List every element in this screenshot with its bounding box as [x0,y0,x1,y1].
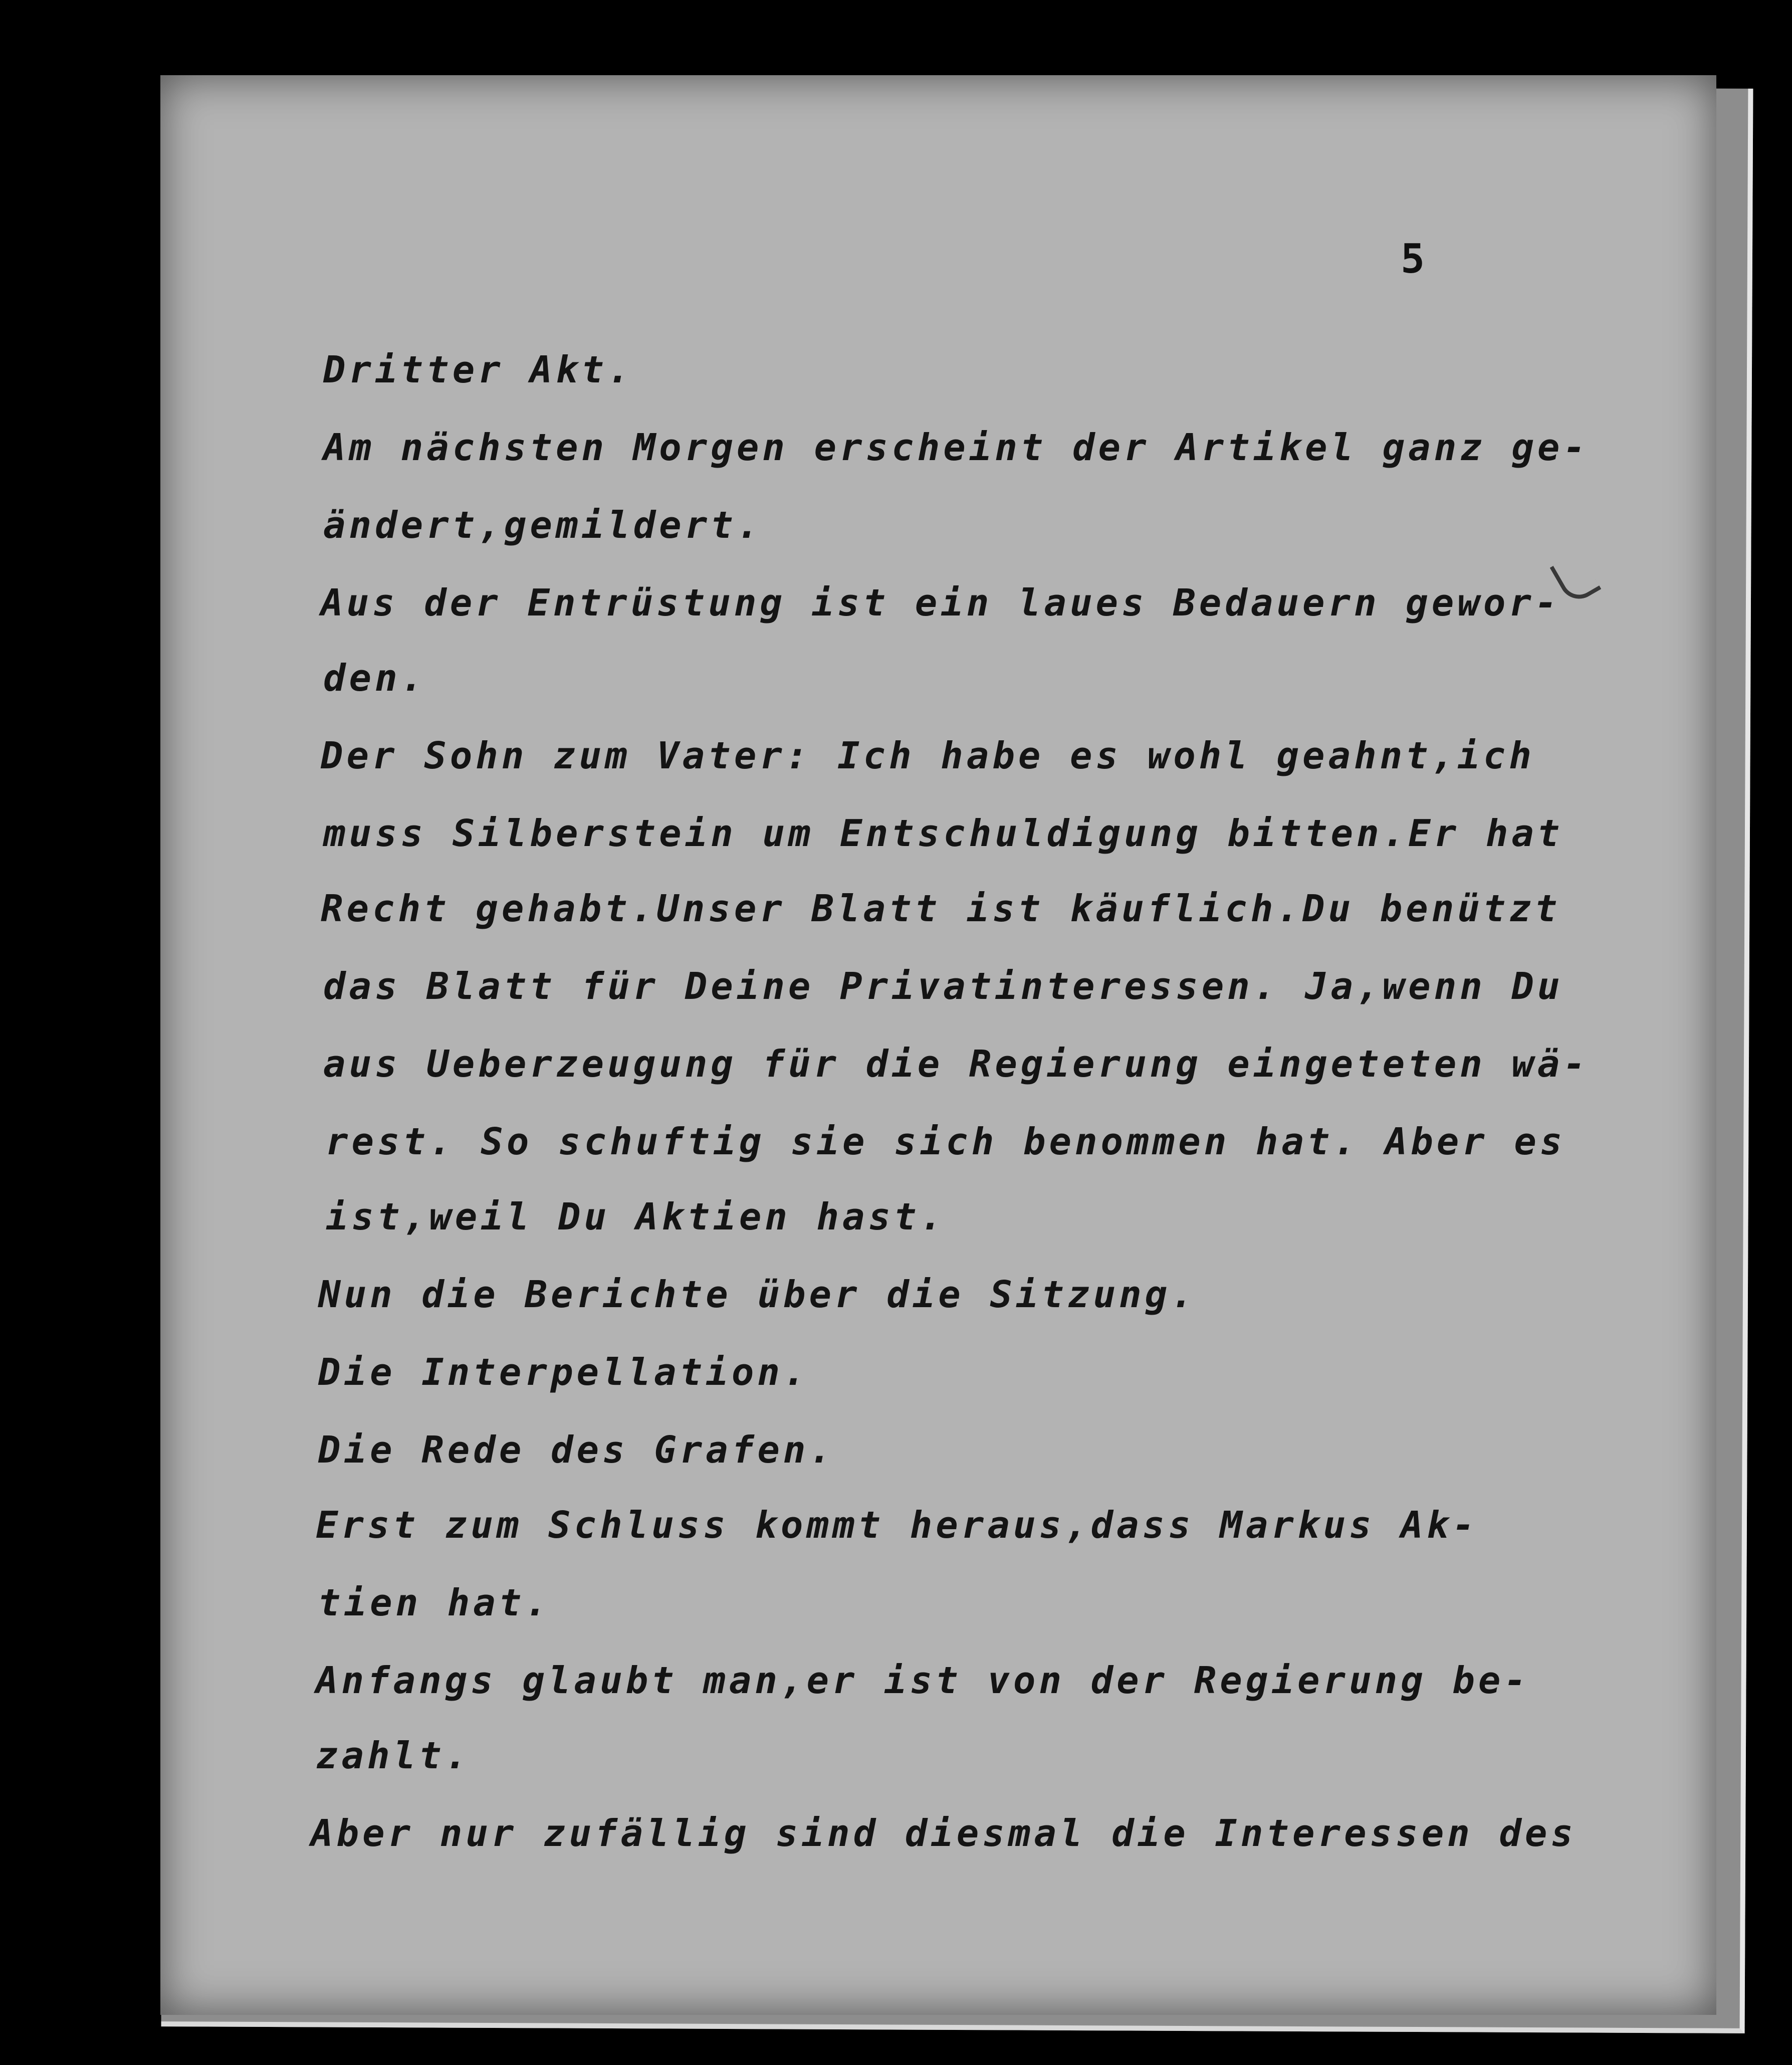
text-line: aus Ueberzeugung für die Regierung eingeteten wä- [323,1043,1590,1086]
text-line: Die Rede des Grafen. [318,1428,835,1472]
typewritten-page [160,75,1716,2015]
text-line: tien hat. [318,1581,551,1624]
text-line: Die Interpellation. [318,1351,809,1394]
text-line: Aber nur zufällig sind diesmal die Interessen des [311,1812,1577,1855]
text-line: das Blatt für Deine Privatinteressen. Ja,wenn Du [323,965,1563,1008]
text-line: Aus der Entrüstung ist ein laues Bedauern gewor- [321,581,1561,625]
text-line: rest. So schuftig sie sich benommen hat. Aber es [326,1120,1566,1163]
page-number: 5 [1401,236,1425,282]
text-line: Dritter Akt. [323,348,633,391]
text-line: ist,weil Du Aktien hast. [326,1195,946,1238]
text-line: Recht gehabt.Unser Blatt ist käuflich.Du benützt [321,887,1561,930]
text-line: Der Sohn zum Vater: Ich habe es wohl geahnt,ich [321,734,1535,777]
text-line: Anfangs glaubt man,er ist von der Regierung be- [316,1659,1530,1702]
text-line: muss Silberstein um Entschuldigung bitten.Er hat [323,812,1563,855]
text-line: Erst zum Schluss kommt heraus,dass Markus Ak- [316,1504,1478,1547]
text-line: zahlt. [316,1734,471,1777]
text-line: Am nächsten Morgen erscheint der Artikel ganz ge- [323,426,1590,469]
text-line: Nun die Berichte über die Sitzung. [318,1273,1197,1316]
text-line: ändert,gemildert. [323,504,763,547]
text-line: den. [323,657,427,700]
